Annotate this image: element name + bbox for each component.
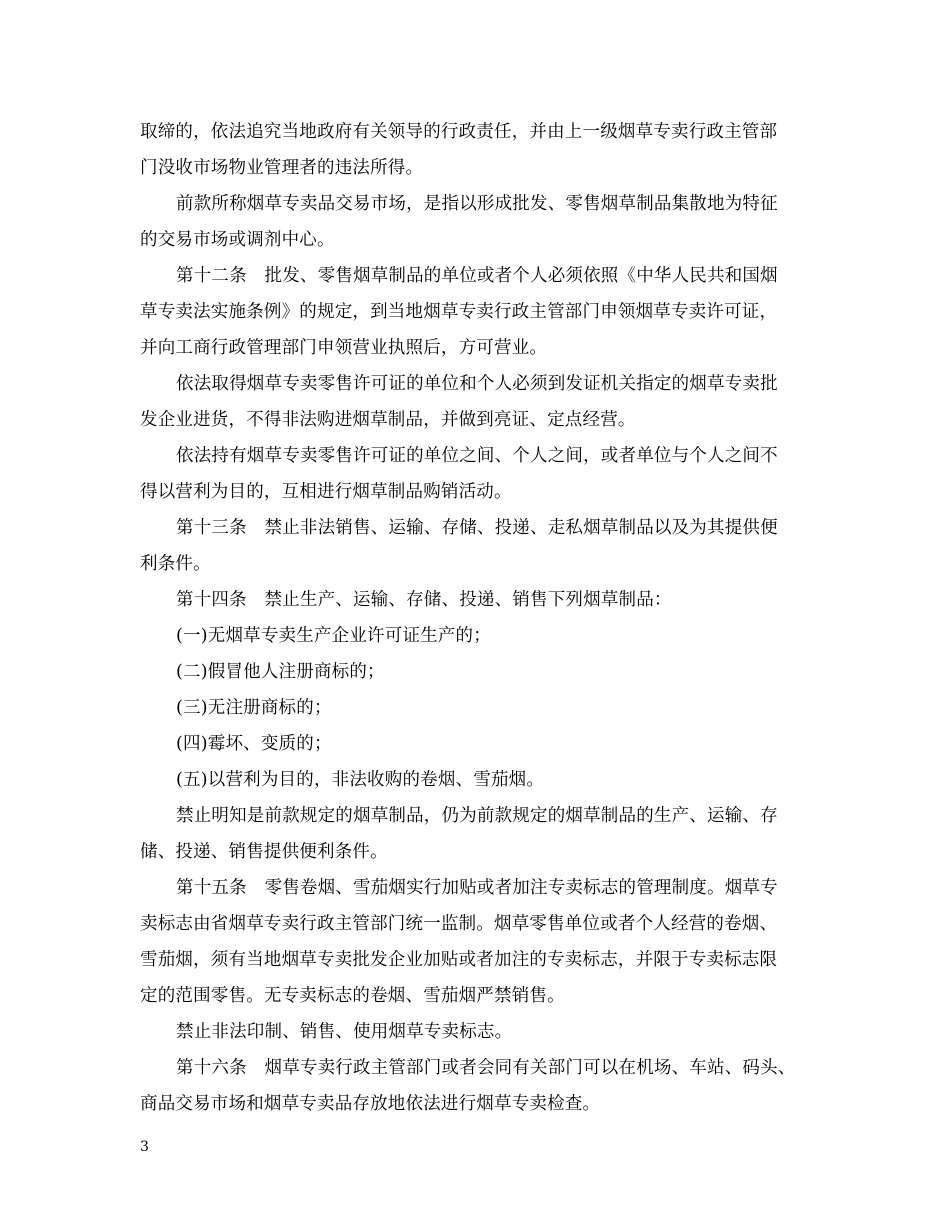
text-line: 第十五条 零售卷烟、雪茄烟实行加贴或者加注专卖标志的管理制度。烟草专 bbox=[176, 878, 778, 898]
page-number: 3 bbox=[140, 1139, 149, 1155]
text-line: 第十二条 批发、零售烟草制品的单位或者个人必须依照《中华人民共和国烟 bbox=[176, 266, 778, 286]
text-line: 依法取得烟草专卖零售许可证的单位和个人必须到发证机关指定的烟草专卖批 bbox=[176, 374, 778, 394]
text-line: 禁止非法印制、销售、使用烟草专卖标志。 bbox=[176, 1022, 513, 1042]
text-line: (五)以营利为目的，非法收购的卷烟、雪茄烟。 bbox=[176, 770, 545, 790]
text-line: 储、投递、销售提供便利条件。 bbox=[140, 842, 388, 862]
text-line: (四)霉坏、变质的； bbox=[176, 734, 332, 754]
text-line: 门没收市场物业管理者的违法所得。 bbox=[140, 158, 424, 178]
text-line: 并向工商行政管理部门申领营业执照后，方可营业。 bbox=[140, 338, 548, 358]
text-line: 定的范围零售。无专卖标志的卷烟、雪茄烟严禁销售。 bbox=[140, 986, 565, 1006]
text-line: 卖标志由省烟草专卖行政主管部门统一监制。烟草零售单位或者个人经营的卷烟、 bbox=[140, 914, 778, 934]
text-line: (二)假冒他人注册商标的； bbox=[176, 662, 385, 682]
text-line: 禁止明知是前款规定的烟草制品，仍为前款规定的烟草制品的生产、运输、存 bbox=[176, 806, 778, 826]
text-line: 得以营利为目的，互相进行烟草制品购销活动。 bbox=[140, 482, 512, 502]
text-line: 雪茄烟，须有当地烟草专卖批发企业加贴或者加注的专卖标志，并限于专卖标志限 bbox=[140, 950, 778, 970]
text-line: (一)无烟草专卖生产企业许可证生产的； bbox=[176, 626, 491, 646]
text-line: 前款所称烟草专卖品交易市场，是指以形成批发、零售烟草制品集散地为特征 bbox=[176, 194, 778, 214]
text-line: 商品交易市场和烟草专卖品存放地依法进行烟草专卖检查。 bbox=[140, 1094, 601, 1114]
text-line: 草专卖法实施条例》的规定，到当地烟草专卖行政主管部门申领烟草专卖许可证， bbox=[140, 302, 778, 322]
text-line: 的交易市场或调剂中心。 bbox=[140, 230, 335, 250]
text-line: 第十六条 烟草专卖行政主管部门或者会同有关部门可以在机场、车站、码头、 bbox=[176, 1058, 796, 1078]
text-line: 第十四条 禁止生产、运输、存储、投递、销售下列烟草制品： bbox=[176, 590, 672, 610]
text-line: 利条件。 bbox=[140, 554, 211, 574]
text-line: 发企业进货，不得非法购进烟草制品，并做到亮证、定点经营。 bbox=[140, 410, 636, 430]
text-line: (三)无注册商标的； bbox=[176, 698, 332, 718]
text-line: 取缔的，依法追究当地政府有关领导的行政责任，并由上一级烟草专卖行政主管部 bbox=[140, 122, 778, 142]
text-line: 第十三条 禁止非法销售、运输、存储、投递、走私烟草制品以及为其提供便 bbox=[176, 518, 778, 538]
text-line: 依法持有烟草专卖零售许可证的单位之间、个人之间，或者单位与个人之间不 bbox=[176, 446, 778, 466]
body-text bbox=[140, 114, 840, 1122]
